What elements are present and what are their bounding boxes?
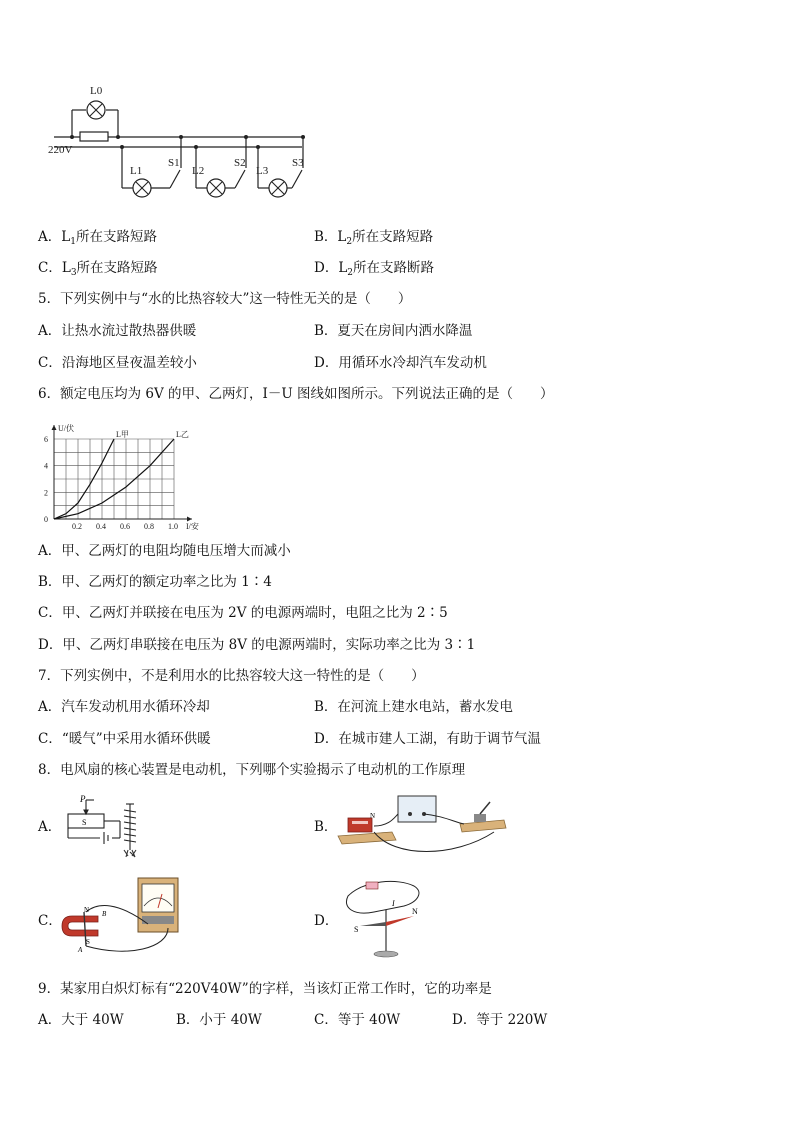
- q8-figure-b: [334, 788, 514, 860]
- switch-s3-label: S3: [292, 157, 304, 169]
- lamp-l1-label: L1: [130, 165, 143, 177]
- q8a-p-label: P: [80, 794, 86, 804]
- q8-option-b-label: B．: [314, 819, 338, 835]
- q8-stem: 8．电风扇的核心装置是电动机，下列哪个实验揭示了电动机的工作原理: [38, 762, 466, 778]
- q5-stem: 5．下列实例中与“水的比热容较大”这一特性无关的是（ ）: [38, 291, 412, 307]
- q8-figure-a: [58, 792, 158, 862]
- q8d-n-label: N: [412, 907, 418, 916]
- q9-option-b: B．小于 40W: [176, 1012, 262, 1028]
- q7-option-b: B．在河流上建水电站，蓄水发电: [314, 699, 513, 715]
- q5-option-d: D．用循环水冷却汽车发动机: [314, 355, 487, 371]
- x-tick-label: 0.2: [72, 522, 82, 531]
- q8a-s-label: S: [82, 818, 87, 827]
- circuit-figure: [40, 78, 310, 208]
- q7-option-c: C．“暖气”中采用水循环供暖: [38, 731, 211, 747]
- q8c-b-label: B: [102, 910, 107, 918]
- q4-option-a: A．$L_1$所在支路短路: [38, 229, 157, 247]
- y-axis-label: U/伏: [58, 424, 74, 433]
- q5-option-b: B．夏天在房间内洒水降温: [314, 323, 473, 339]
- q9-option-d: D．等于 220W: [452, 1012, 548, 1028]
- y-tick-label: 0: [44, 515, 48, 524]
- q9-option-a: A．大于 40W: [38, 1012, 124, 1028]
- q8-option-d-label: D．: [314, 913, 339, 929]
- y-tick-label: 6: [44, 435, 48, 444]
- q6-option-b: B．甲、乙两灯的额定功率之比为 1∶4: [38, 574, 272, 590]
- x-axis-label: I/安: [186, 522, 199, 531]
- q8c-n-label: N: [84, 906, 90, 914]
- q4-option-c: C．$L_3$所在支路短路: [38, 260, 158, 278]
- q7-option-a: A．汽车发动机用水循环冷却: [38, 699, 210, 715]
- series-label-jia: L甲: [116, 430, 129, 439]
- q4-option-d: D．$L_2$所在支路断路: [314, 260, 435, 278]
- voltage-label: 220V: [48, 144, 73, 156]
- x-tick-label: 0.6: [120, 522, 130, 531]
- x-axis-arrow: [187, 517, 192, 522]
- q8c-s-label: S: [86, 938, 90, 946]
- q8-option-a-label: A．: [38, 819, 62, 835]
- x-tick-label: 0.8: [144, 522, 154, 531]
- lamp-l2-label: L2: [192, 165, 205, 177]
- iu-graph: [32, 418, 212, 536]
- q6-option-d: D．甲、乙两灯串联接在电压为 8V 的电源两端时，实际功率之比为 3∶1: [38, 637, 476, 653]
- q4-option-b: B．$L_2$所在支路短路: [314, 229, 434, 247]
- q6-stem: 6．额定电压均为 6V 的甲、乙两灯，I－U 图线如图所示。下列说法正确的是（ ）: [38, 386, 554, 402]
- x-tick-label: 1.0: [168, 522, 178, 531]
- q8d-i-label: I: [392, 899, 395, 908]
- q8-figure-d: [334, 874, 444, 962]
- q7-option-d: D．在城市建人工湖，有助于调节气温: [314, 731, 541, 747]
- q6-option-a: A．甲、乙两灯的电阻均随电压增大而减小: [38, 543, 291, 559]
- switch-s2-label: S2: [234, 157, 246, 169]
- switch-s1-label: S1: [168, 157, 180, 169]
- q8c-a-label: A: [78, 946, 83, 954]
- q8-figure-c: [58, 872, 188, 960]
- y-axis-arrow: [52, 425, 57, 430]
- q5-option-a: A．让热水流过散热器供暖: [38, 323, 197, 339]
- series-label-yi: L乙: [176, 430, 189, 439]
- q5-option-c: C．沿海地区昼夜温差较小: [38, 355, 197, 371]
- q7-stem: 7．下列实例中，不是利用水的比热容较大这一特性的是（ ）: [38, 668, 425, 684]
- q9-option-c: C．等于 40W: [314, 1012, 401, 1028]
- y-tick-label: 4: [44, 461, 48, 471]
- q6-option-c: C．甲、乙两灯并联接在电压为 2V 的电源两端时，电阻之比为 2∶5: [38, 605, 448, 621]
- y-tick-label: 2: [44, 488, 48, 498]
- q8-option-c-label: C．: [38, 913, 62, 929]
- lamp-l0-label: L0: [90, 85, 103, 97]
- q8b-n-label: N: [370, 812, 376, 820]
- q8d-s-label: S: [354, 925, 359, 934]
- lamp-l3-label: L3: [256, 165, 269, 177]
- q9-stem: 9．某家用白炽灯标有“220V40W”的字样，当该灯正常工作时，它的功率是: [38, 981, 492, 997]
- x-tick-label: 0.4: [96, 522, 106, 531]
